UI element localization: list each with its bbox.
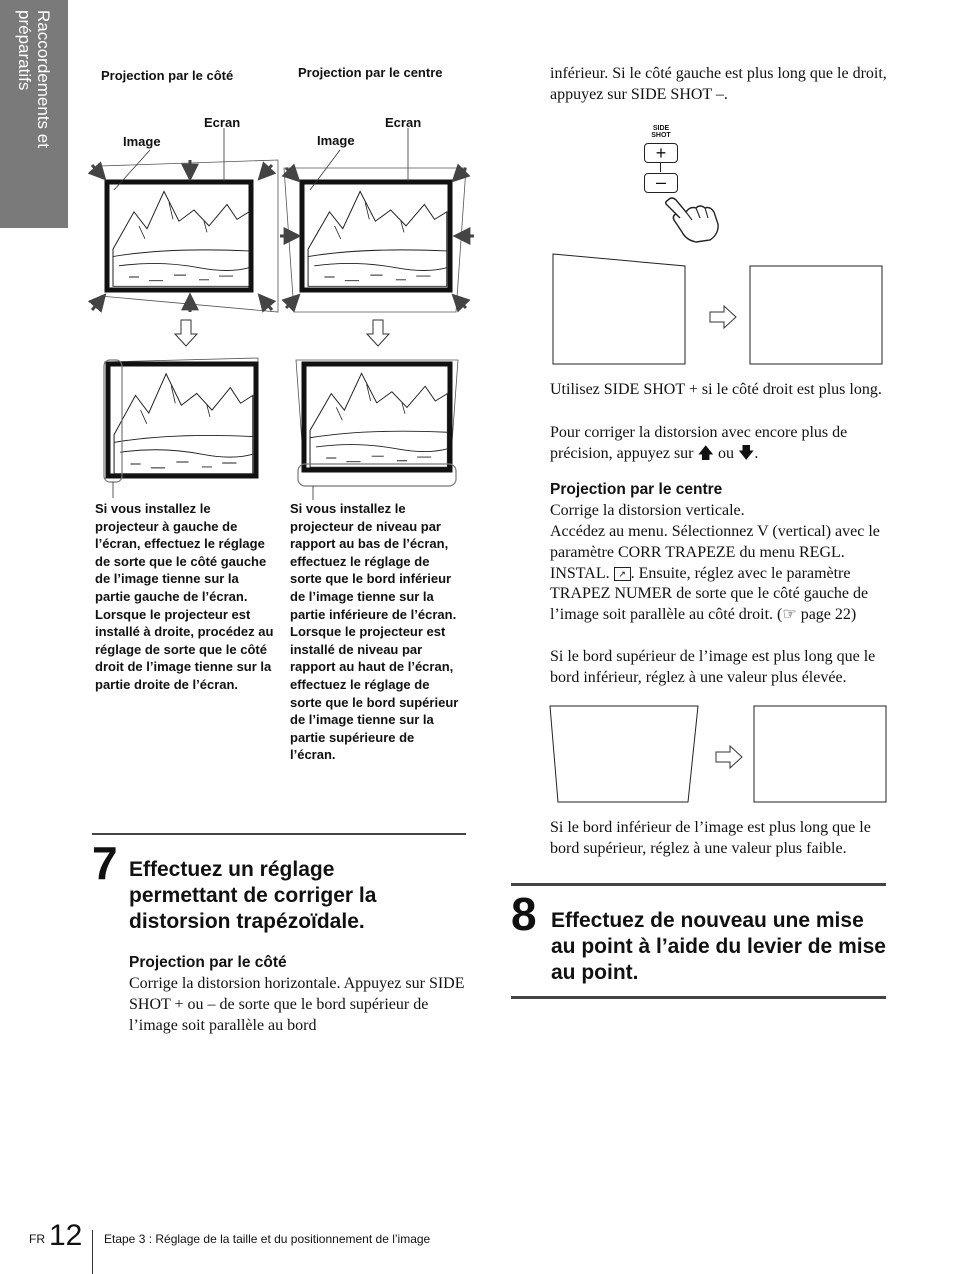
- corrected-image: [754, 706, 886, 802]
- section-tab-label: Raccordements et préparatifs: [15, 10, 53, 148]
- step7-rule: [92, 833, 466, 835]
- step7-subhead-side: Projection par le côté: [129, 954, 287, 971]
- step7-center-text-3: Si le bord supérieur de l’image est plus long que le bord inférieur, réglez à une valeur plus élevée.: [550, 648, 876, 686]
- distorted-image: [550, 706, 698, 802]
- step7-side-text: Corrige la distorsion horizontale. Appuyez sur SIDE SHOT + ou – de sorte que le bord supérieur de l’image soit parallèle au bord: [129, 975, 465, 1034]
- step7-title: Effectuez un réglage permettant de corriger la distorsion trapézoïdale.: [129, 858, 377, 933]
- footer-lang: FR: [29, 1232, 45, 1246]
- step8-title: Effectuez de nouveau une mise au point à l’aide du levier de mise au point.: [551, 909, 886, 984]
- screen-top-left: [107, 182, 251, 290]
- center-projection-diagram: [548, 702, 890, 808]
- label-screen-right: Ecran: [385, 115, 422, 130]
- step7-side-text-continued: inférieur. Si le côté gauche est plus long que le droit, appuyez sur SIDE SHOT –.: [550, 65, 887, 103]
- caption-side-projection: Si vous installez le projecteur à gauche de l’écran, effectuez le réglage de sorte que le côté gauche de l’image tienne sur la partie gauche de l’écran. Lorsque le projecteur est installé à droite, procédez au réglage de sorte que le côté droit de l’image tienne sur la partie droite de l’écran.: [95, 501, 274, 692]
- right-arrow-icon: [710, 306, 736, 328]
- step8-rule-top: [511, 883, 886, 886]
- step7-center-text-1: Corrige la distorsion verticale.: [550, 502, 745, 519]
- step7-side-note-b: Pour corriger la distorsion avec encore plus de précision, appuyez sur 🡅 ou 🡇.: [550, 424, 848, 462]
- step8-rule-bottom: [511, 996, 886, 999]
- side-shot-diagram: [550, 250, 890, 370]
- screen-bottom-right: [304, 364, 450, 470]
- step7-number: 7: [92, 837, 118, 889]
- caption-center-projection: Si vous installez le projecteur de niveau par rapport au bas de l’écran, effectuez le réglage de sorte que le bord inférieur de l’image tienne sur la partie inférieure de l’écran. Lorsque le projecteur est installé de niveau par rapport au haut de l’écran, effectuez le réglage de sorte que le bord supérieur de l’image tienne sur la partie supérieure de l’écran.: [290, 501, 459, 763]
- step7-center-text-4: Si le bord inférieur de l’image est plus long que le bord supérieur, réglez à une valeur plus faible.: [550, 819, 871, 857]
- side-shot-plus-button[interactable]: +: [644, 143, 678, 163]
- down-arrow-icon: [367, 320, 389, 346]
- screen-bottom-left: [108, 364, 256, 476]
- step8-number: 8: [511, 888, 537, 940]
- label-image-left: Image: [123, 134, 161, 149]
- corrected-image: [750, 266, 882, 364]
- footer-text: Etape 3 : Réglage de la taille et du positionnement de l’image: [104, 1232, 431, 1246]
- label-screen-left: Ecran: [204, 115, 241, 130]
- up-arrow-icon: 🡅: [697, 444, 714, 462]
- screen-top-right: [302, 182, 450, 290]
- footer-divider: [92, 1230, 93, 1274]
- keystone-figure: [0, 0, 480, 500]
- side-shot-minus-button[interactable]: –: [644, 173, 678, 193]
- label-projection-side: Projection par le côté: [101, 68, 234, 83]
- side-shot-label: SIDE SHOT: [651, 125, 671, 139]
- down-arrow-icon: [175, 320, 197, 346]
- menu-install-icon: ↗: [614, 567, 631, 581]
- right-arrow-icon: [716, 746, 742, 768]
- page-number: 12: [49, 1219, 83, 1252]
- label-image-right: Image: [317, 133, 355, 148]
- step7-side-note-a: Utilisez SIDE SHOT + si le côté droit est plus long.: [550, 381, 882, 398]
- label-projection-center: Projection par le centre: [298, 65, 443, 80]
- step7-subhead-center: Projection par le centre: [550, 481, 723, 498]
- pointing-hand-icon: [664, 194, 720, 244]
- step7-center-text-2: Accédez au menu. Sélectionnez V (vertical) avec le paramètre CORR TRAPEZE du menu REGL. INSTAL. ↗ . Ensuite, réglez avec le paramètre TRAPEZ NUMER de sorte que le côté gauche de l’image soit parallèle au côté droit. (☞ page 22): [550, 523, 880, 624]
- page-reference-icon: ☞: [782, 606, 797, 624]
- distorted-image: [553, 254, 685, 364]
- down-arrow-icon: 🡇: [737, 444, 755, 462]
